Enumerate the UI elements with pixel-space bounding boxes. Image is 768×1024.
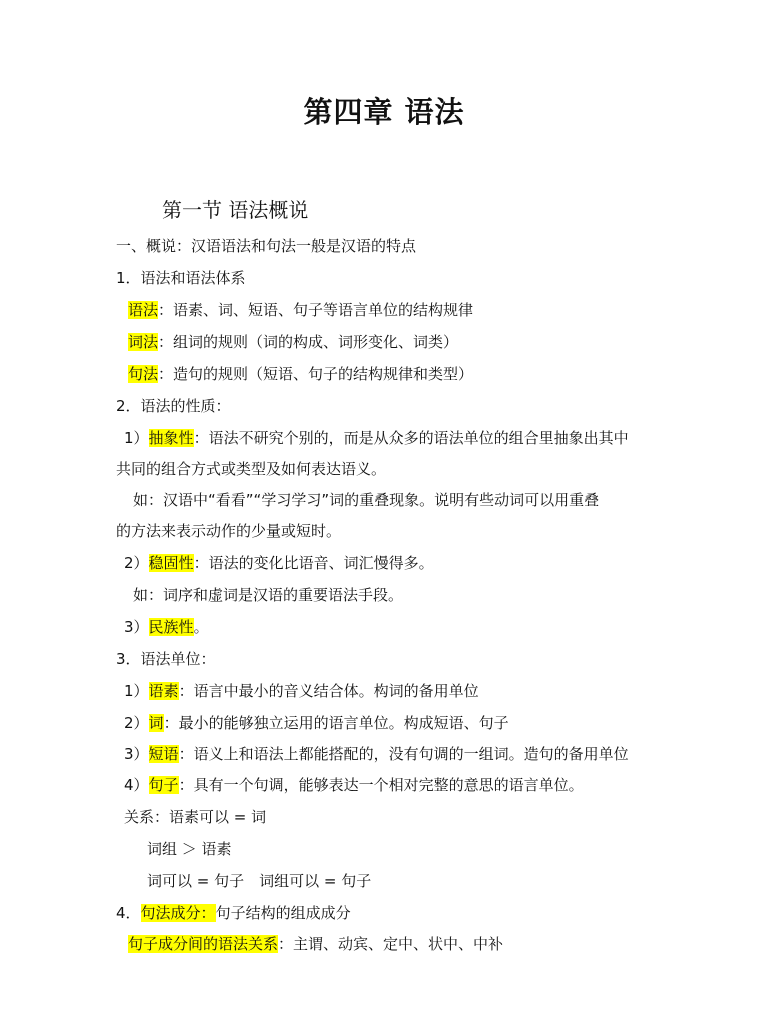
text-line bbox=[133, 585, 403, 605]
text-run: 共同的组合方式或类型及如何表达语义。 bbox=[116, 460, 387, 478]
text-run: 。 bbox=[193, 618, 209, 636]
text-line bbox=[116, 521, 341, 541]
text-run: 2） bbox=[124, 714, 149, 732]
highlighted-term: 词 bbox=[148, 714, 164, 732]
text-line bbox=[124, 617, 209, 637]
text-run: ：造句的规则（短语、句子的结构规律和类型） bbox=[158, 365, 474, 383]
text-line bbox=[147, 839, 232, 859]
text-run: 2．语法的性质： bbox=[116, 397, 231, 415]
text-run: ：语法的变化比语音、词汇慢得多。 bbox=[193, 554, 434, 572]
text-run: ：组词的规则（词的构成、词形变化、词类） bbox=[158, 333, 459, 351]
text-line bbox=[116, 459, 386, 479]
highlighted-term: 句法 bbox=[128, 365, 159, 383]
text-line bbox=[124, 681, 479, 701]
chapter-title: 第四章 语法 bbox=[303, 95, 465, 129]
highlighted-term: 句子 bbox=[148, 776, 179, 794]
text-run: 词可以 = 句子 词组可以 = 句子 bbox=[147, 872, 372, 890]
text-run: 句子结构的组成成分 bbox=[215, 904, 351, 922]
text-run: ：主谓、动宾、定中、状中、中补 bbox=[278, 935, 504, 953]
text-line bbox=[133, 490, 599, 510]
text-run: ：语法不研究个别的，而是从众多的语法单位的组合里抽象出其中 bbox=[193, 429, 629, 447]
text-run: 如：词序和虚词是汉语的重要语法手段。 bbox=[133, 586, 404, 604]
highlighted-term: 短语 bbox=[148, 745, 179, 763]
text-line bbox=[116, 268, 246, 288]
text-run: 1．语法和语法体系 bbox=[116, 269, 246, 287]
text-run: ：语义上和语法上都能搭配的，没有句调的一组词。造句的备用单位 bbox=[178, 745, 629, 763]
text-run: 1） bbox=[124, 682, 149, 700]
text-run: 关系：语素可以 = 词 bbox=[124, 808, 267, 826]
highlighted-term: 句法成分： bbox=[140, 904, 216, 922]
highlighted-term: 语法 bbox=[128, 301, 159, 319]
text-run: 词组 ＞ 语素 bbox=[147, 840, 232, 858]
highlighted-term: 抽象性 bbox=[148, 429, 194, 447]
text-line bbox=[116, 903, 351, 923]
text-run: 3．语法单位： bbox=[116, 650, 216, 668]
text-run: 的方法来表示动作的少量或短时。 bbox=[116, 522, 342, 540]
text-line bbox=[128, 934, 503, 954]
text-run: ：语言中最小的音义结合体。构词的备用单位 bbox=[178, 682, 479, 700]
text-line bbox=[124, 775, 584, 795]
highlighted-term: 词法 bbox=[128, 333, 159, 351]
text-run: 一、概说：汉语语法和句法一般是汉语的特点 bbox=[116, 237, 417, 255]
text-run: 如：汉语中“看看”“学习学习”词的重叠现象。说明有些动词可以用重叠 bbox=[133, 491, 600, 509]
text-line bbox=[147, 871, 371, 891]
text-line bbox=[128, 364, 473, 384]
text-line bbox=[116, 236, 416, 256]
text-run: 4． bbox=[116, 904, 141, 922]
section-title: 第一节 语法概说 bbox=[162, 198, 309, 222]
text-line bbox=[124, 553, 434, 573]
text-run: 1） bbox=[124, 429, 149, 447]
text-run: 3） bbox=[124, 745, 149, 763]
highlighted-term: 民族性 bbox=[148, 618, 194, 636]
text-line bbox=[128, 332, 458, 352]
text-line bbox=[128, 300, 473, 320]
highlighted-term: 句子成分间的语法关系 bbox=[128, 935, 279, 953]
text-run: 4） bbox=[124, 776, 149, 794]
text-line bbox=[124, 807, 266, 827]
text-line bbox=[124, 744, 629, 764]
text-run: 2） bbox=[124, 554, 149, 572]
text-run: ：具有一个句调，能够表达一个相对完整的意思的语言单位。 bbox=[178, 776, 584, 794]
text-run: 3） bbox=[124, 618, 149, 636]
text-run: ：最小的能够独立运用的语言单位。构成短语、句子 bbox=[163, 714, 509, 732]
text-run: ：语素、词、短语、句子等语言单位的结构规律 bbox=[158, 301, 474, 319]
text-line bbox=[124, 713, 509, 733]
highlighted-term: 稳固性 bbox=[148, 554, 194, 572]
text-line bbox=[116, 396, 231, 416]
text-line bbox=[124, 428, 629, 448]
text-line bbox=[116, 649, 216, 669]
highlighted-term: 语素 bbox=[148, 682, 179, 700]
